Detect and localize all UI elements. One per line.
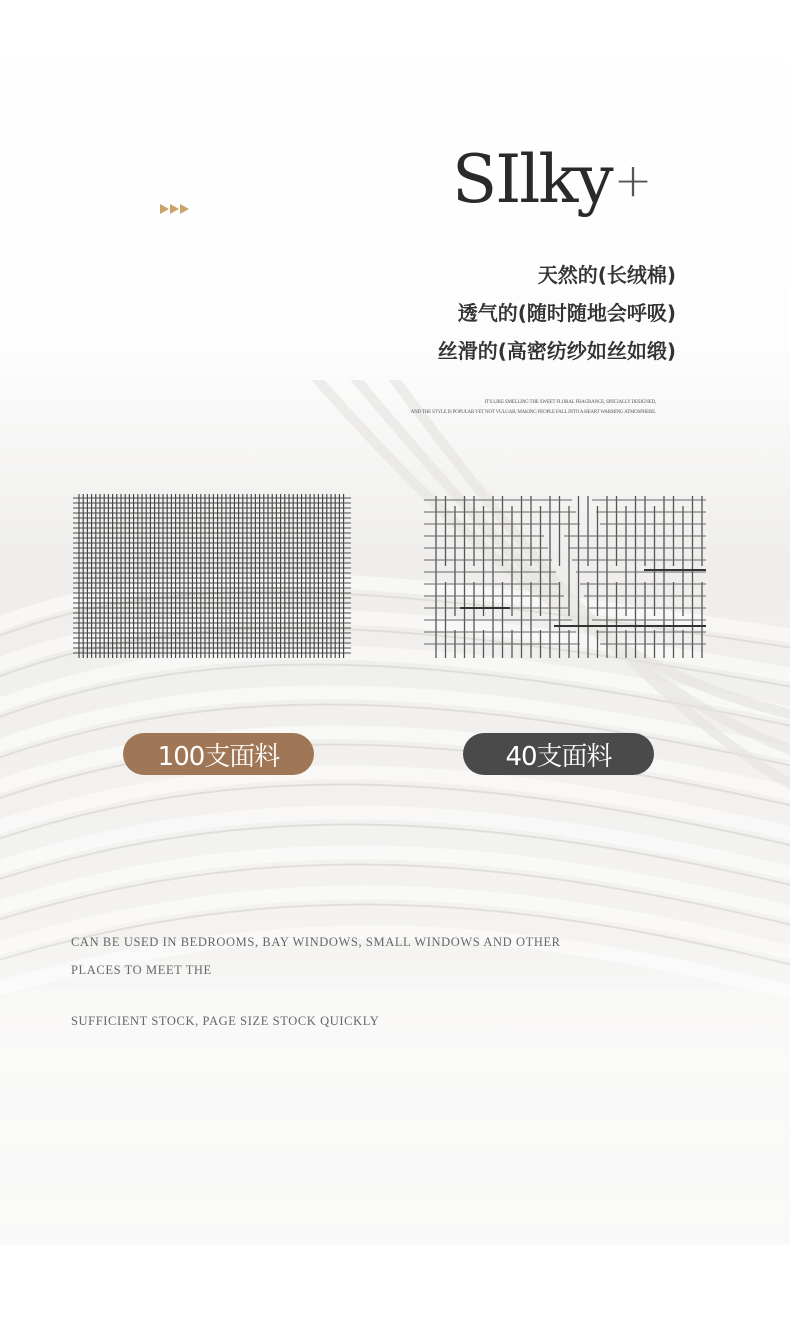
tagline bbox=[411, 398, 656, 418]
tagline-line: AND THE STYLE IS POPULAR YET NOT VULGAR, MAKING PEOPLE FALL INTO A HEART WARMING ATMOSPHERE. bbox=[410, 410, 656, 415]
usage-line: SUFFICIENT STOCK, PAGE SIZE STOCK QUICKLY bbox=[71, 1014, 380, 1028]
brand-wordmark: SIlky bbox=[452, 141, 612, 218]
brand-title bbox=[452, 140, 692, 220]
feature-line: 天然的(长绒棉) bbox=[537, 263, 676, 287]
fabric-weave-40-icon bbox=[424, 496, 706, 658]
triple-play-arrows-icon bbox=[160, 204, 189, 214]
tagline-line: IT'S LIKE SMELLING THE SWEET FLORAL FRAGRANCE, SPECIALLY DESIGNED, bbox=[484, 400, 656, 405]
usage-line: CAN BE USED IN BEDROOMS, BAY WINDOWS, SMALL WINDOWS AND OTHER bbox=[71, 935, 561, 949]
feature-line: 透气的(随时随地会呼吸) bbox=[457, 301, 676, 325]
feature-list bbox=[438, 256, 676, 370]
bottom-spacer bbox=[0, 1245, 790, 1333]
usage-line: PLACES TO MEET THE bbox=[71, 963, 212, 977]
label-100-count: 100支面料 bbox=[123, 733, 314, 775]
feature-line: 丝滑的(高密纺纱如丝如缎) bbox=[437, 339, 676, 363]
fabric-weave-100-icon bbox=[73, 494, 351, 658]
plus-icon: + bbox=[613, 153, 651, 207]
label-40-count: 40支面料 bbox=[463, 733, 654, 775]
usage-description bbox=[71, 933, 561, 1030]
